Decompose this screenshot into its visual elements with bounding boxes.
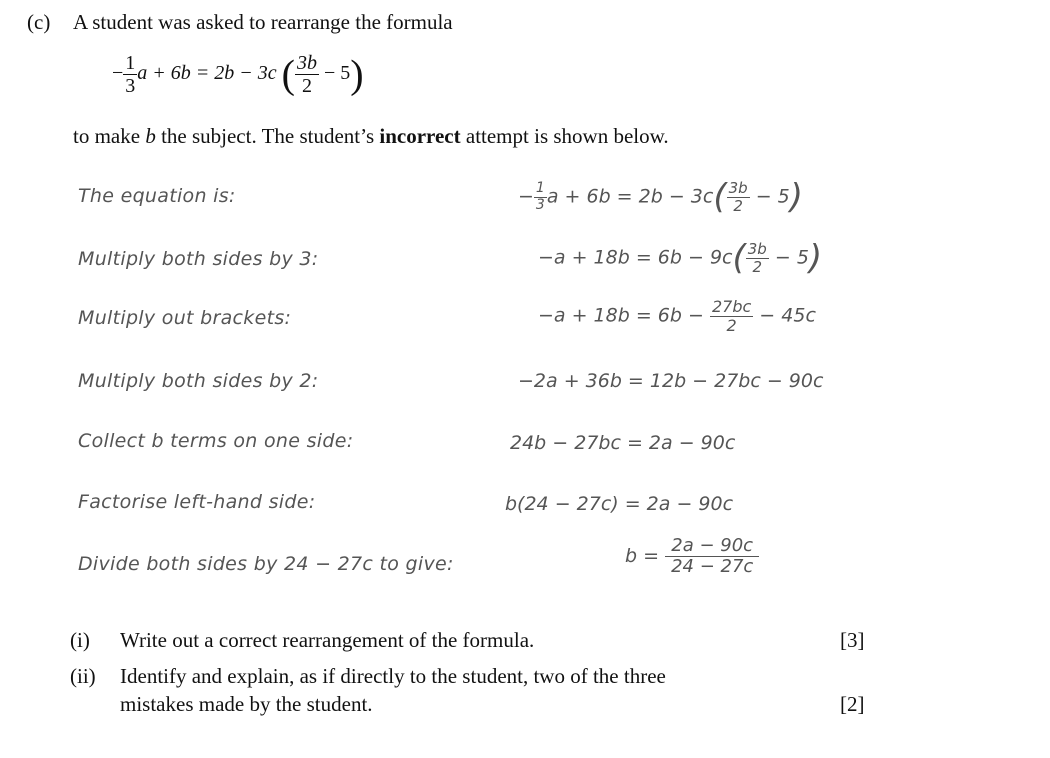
close-paren: )	[350, 51, 364, 97]
question-marks: [3]	[840, 628, 865, 652]
frac-num: 3b	[747, 240, 767, 258]
step-label: Collect b terms on one side:	[78, 430, 354, 452]
frac-den: 2	[301, 75, 312, 97]
open-paren: (	[732, 238, 746, 278]
step-label: Divide both sides by 24 − 27c to give:	[78, 553, 454, 575]
frac-num: 27bc	[711, 297, 752, 316]
given-formula	[112, 52, 364, 97]
question-number: (i)	[70, 628, 90, 652]
frac-num: 3b	[728, 179, 748, 197]
step-equation: −2a + 36b = 12b − 27bc − 90c	[518, 370, 824, 392]
hand-fraction-3b-over-2	[727, 180, 750, 214]
close-paren: )	[808, 238, 823, 278]
formula-minus-five: − 5	[323, 62, 351, 85]
frac-den: 3	[125, 75, 136, 97]
formula-fraction-3b-over-2	[295, 52, 319, 97]
frac-num: 1	[535, 180, 545, 197]
question-text-line2: mistakes made by the student.	[120, 692, 373, 716]
close-paren: )	[789, 177, 804, 217]
step-equation: − $\frac{1}{3}$ a + 6b = 2b − 3c( $\frac{3b}{2}$ − 5)	[518, 177, 804, 217]
formula-fraction-one-third	[123, 52, 137, 97]
frac-num: 2a − 90c	[665, 536, 759, 557]
step-label: Factorise left-hand side:	[78, 491, 316, 513]
hand-fraction-3b-over-2	[746, 241, 769, 275]
frac-den: 2	[726, 315, 737, 335]
frac-num: 3b	[296, 52, 317, 74]
formula-lhs-rest: a + 6b = 2b − 3c	[137, 62, 277, 85]
incorrect-bold: incorrect	[379, 124, 461, 148]
frac-num: 1	[125, 52, 136, 74]
step-equation: −a + 18b = 6b − 9c( $\frac{3b}{2}$ − 5)	[538, 238, 823, 278]
step-equation: 24b − 27bc = 2a − 90c	[510, 432, 736, 454]
step-label: Multiply both sides by 3:	[78, 248, 319, 270]
step-label: The equation is:	[78, 185, 236, 207]
question-text-line1: Identify and explain, as if directly to the student, two of the three	[120, 664, 666, 688]
hand-fraction-final	[665, 536, 759, 577]
step-equation: −a + 18b = 6b − $\frac{27bc}{2}$ − 45c	[538, 297, 816, 335]
step-label: Multiply out brackets:	[78, 307, 292, 329]
open-paren: (	[713, 177, 727, 217]
text-part: to make	[73, 124, 146, 148]
subject-sentence	[73, 124, 669, 149]
open-paren: (	[281, 51, 295, 97]
intro-text: A student was asked to rearrange the formula	[73, 10, 453, 34]
subject-b: b	[145, 124, 156, 148]
step-label: Multiply both sides by 2:	[78, 370, 319, 392]
frac-den: 3	[535, 196, 545, 213]
hand-fraction-27bc-over-2	[710, 298, 753, 334]
step-equation: b(24 − 27c) = 2a − 90c	[505, 493, 734, 515]
part-label: (c)	[27, 10, 51, 34]
frac-den: 2	[733, 196, 743, 215]
step-equation: b = $\frac{2a - 90c}{24 - 27c}$	[625, 536, 759, 577]
frac-den: 24 − 27c	[671, 555, 754, 577]
formula-minus: −	[112, 62, 124, 85]
text-part: attempt is shown below.	[460, 124, 669, 148]
hand-fraction-one-third	[534, 181, 547, 213]
text-part: the subject. The student’s	[155, 124, 380, 148]
frac-den: 2	[752, 257, 763, 276]
question-marks: [2]	[840, 692, 865, 716]
question-text: Write out a correct rearrangement of the formula.	[120, 628, 535, 652]
question-number: (ii)	[70, 664, 96, 688]
